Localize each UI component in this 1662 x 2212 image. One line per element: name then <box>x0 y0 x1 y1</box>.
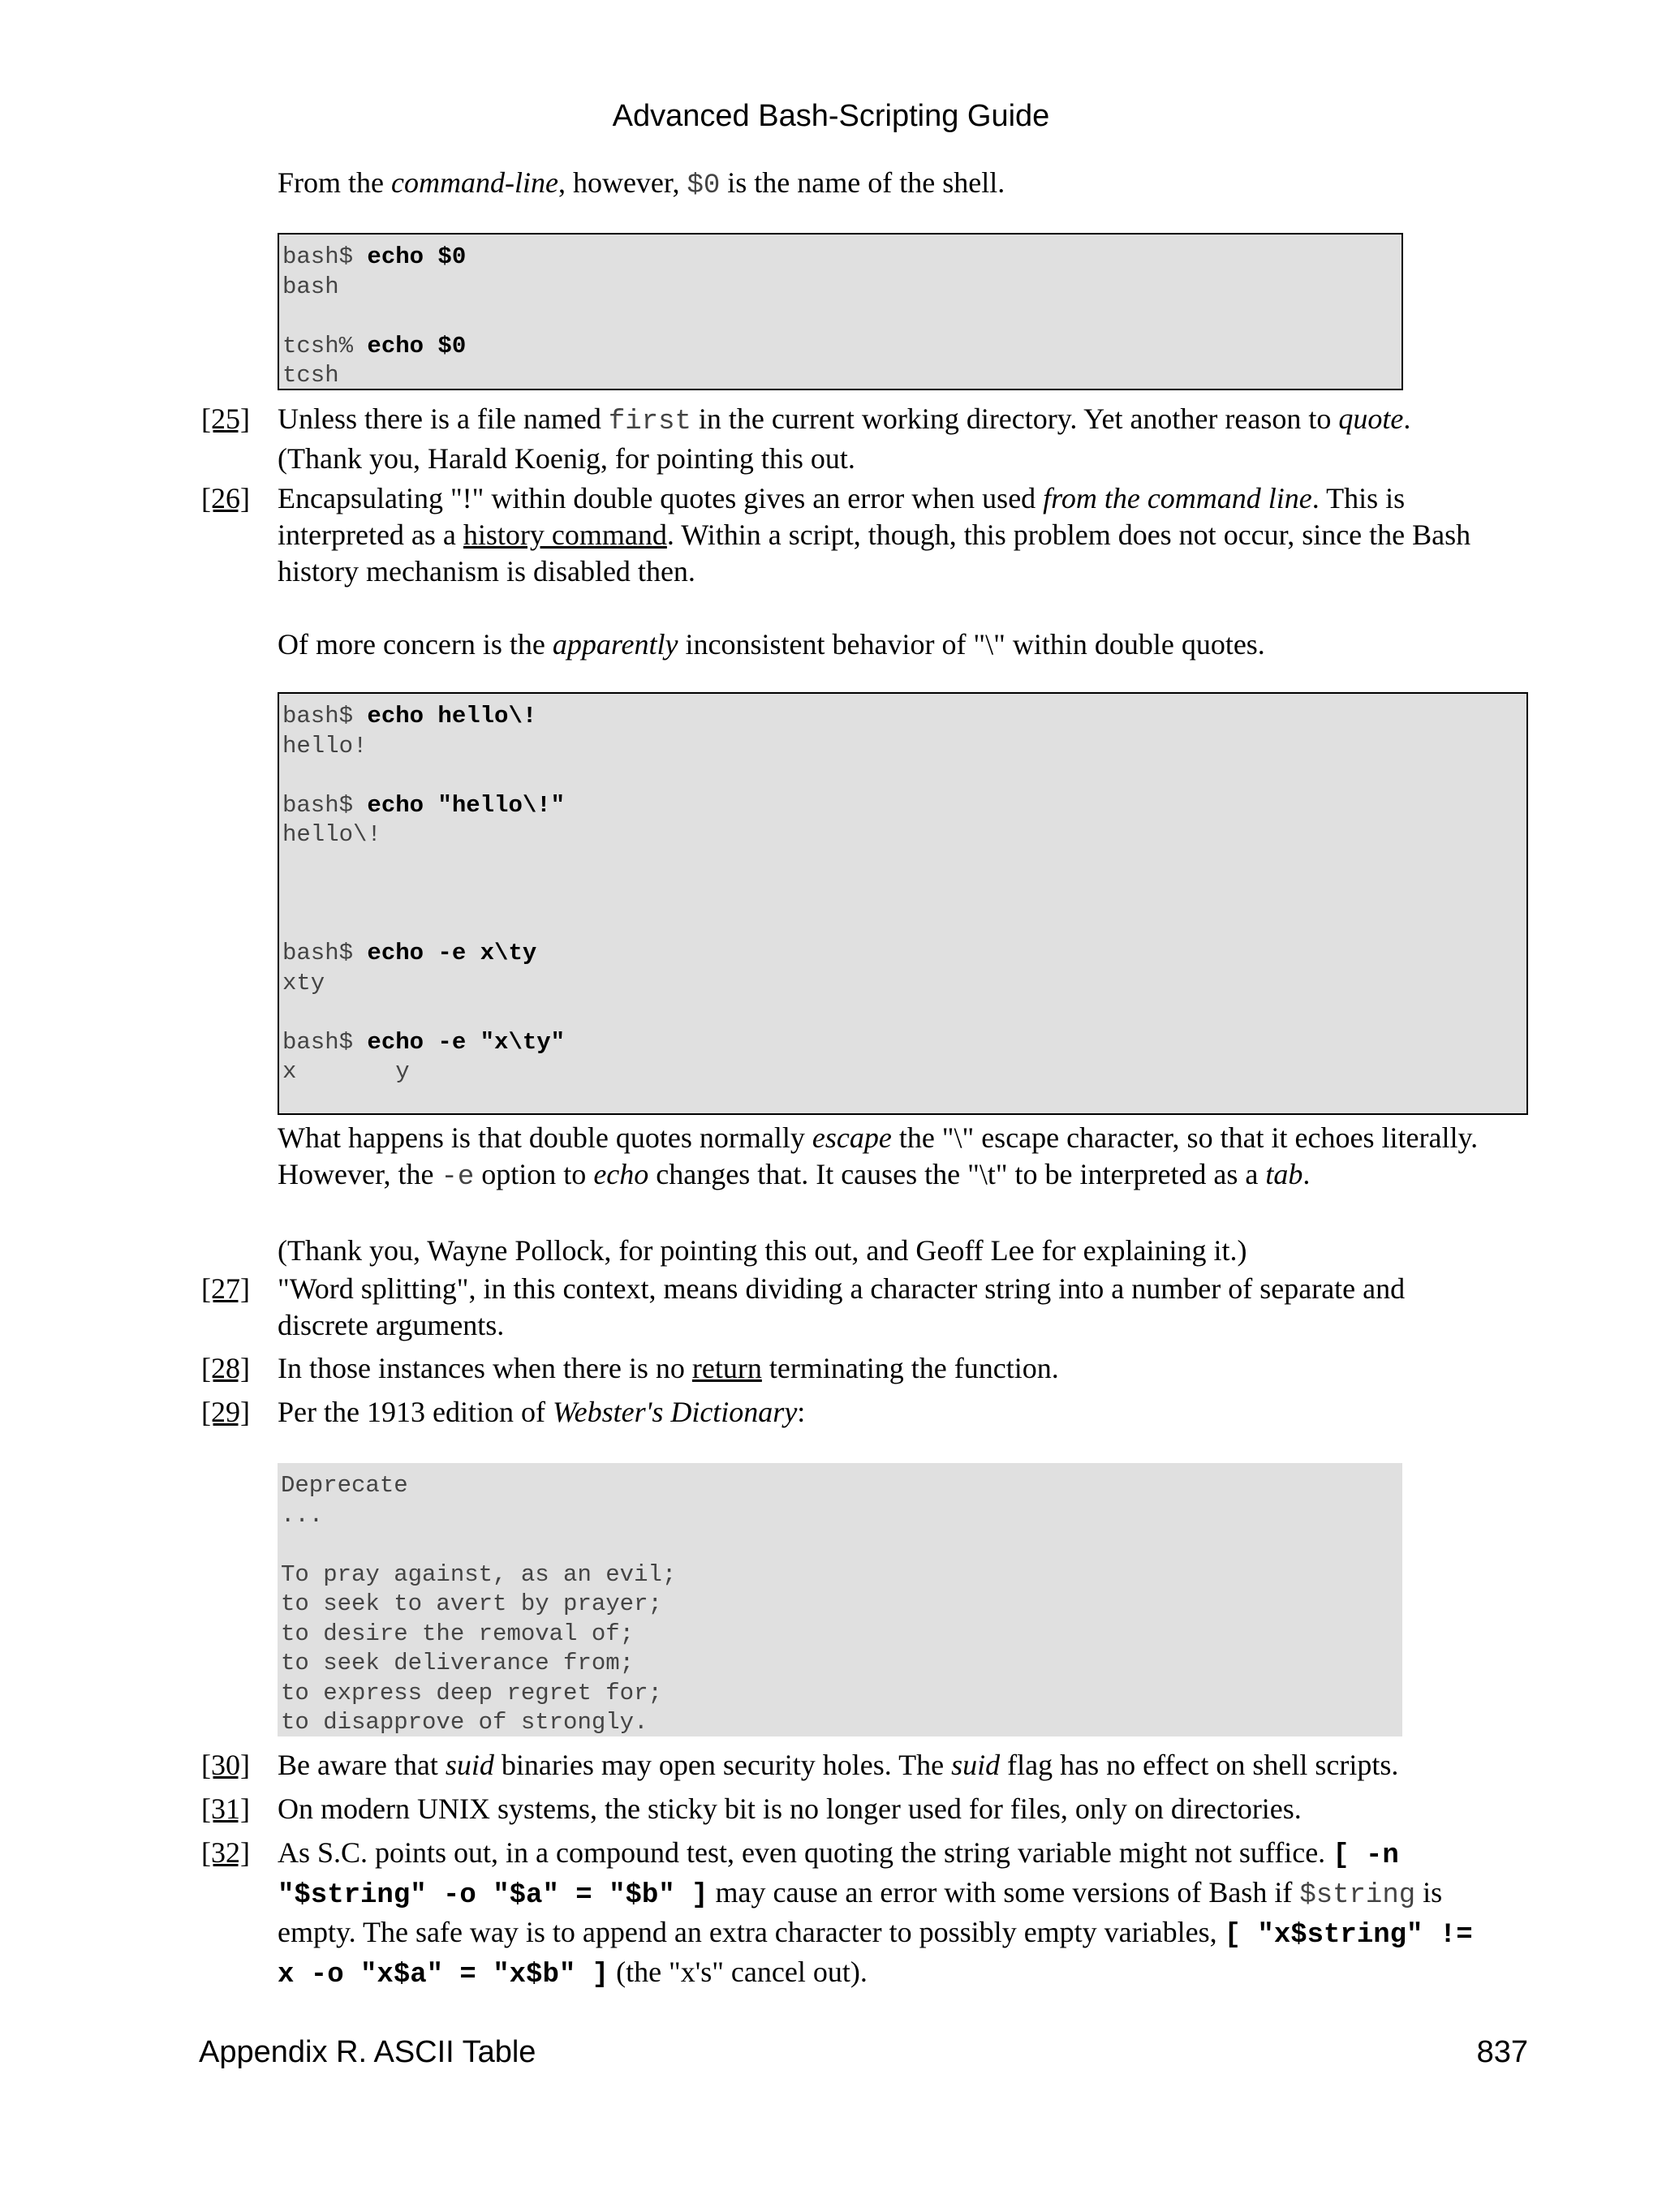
code-block-shell-name <box>278 233 1403 390</box>
fn29-emphasis: Webster's Dictionary <box>552 1396 798 1428</box>
footnote-link-31[interactable]: [31] <box>201 1792 250 1825</box>
fn26-p3-emphasis-2: echo <box>593 1158 649 1190</box>
page-footer <box>199 2035 1528 2070</box>
code-output: xty <box>282 969 325 996</box>
code-block-echo-escapes <box>278 692 1528 1115</box>
fn25-text-2: in the current working directory. Yet another reason to <box>691 402 1339 435</box>
fn32-text-1: As S.C. points out, in a compound test, even quoting the string variable might not suffice. <box>278 1836 1333 1869</box>
code-output: hello! <box>282 732 368 760</box>
return-link[interactable]: return <box>691 1352 762 1384</box>
footnote-27 <box>278 1271 1544 1344</box>
code-output: hello\! <box>282 821 381 848</box>
fn28-text-2: terminating the function. <box>761 1352 1059 1384</box>
page-number: 837 <box>1476 2035 1528 2069</box>
footnote-26 <box>278 480 1544 663</box>
fn26-text-4: . Within a script, though, this problem does not occur, since the Bash <box>666 519 1471 551</box>
fn30-emphasis-2: suid <box>951 1749 1001 1781</box>
fn29-text-1: Per the 1913 edition of <box>278 1396 553 1428</box>
fn26-p3-text-5: changes that. It causes the "\t" to be interpreted as a <box>648 1158 1266 1190</box>
code-prompt: tcsh% <box>282 332 368 359</box>
code-command: echo -e x\ty <box>367 940 537 966</box>
intro-paragraph <box>278 165 1005 204</box>
footnote-31 <box>278 1791 1544 1827</box>
fn32-code-4: [ "x$string" != <box>1224 1920 1473 1951</box>
intro-text-2: , however, <box>558 166 687 199</box>
fn32-code-3: $string <box>1299 1880 1416 1911</box>
intro-text-3: is the name of the shell. <box>720 166 1005 199</box>
fn26-credit: (Thank you, Wayne Pollock, for pointing this out, and Geoff Lee for explaining it.) <box>278 1234 1247 1267</box>
code-prompt: bash$ <box>282 243 368 270</box>
fn26-p3-code: -e <box>441 1162 475 1193</box>
footnote-link-29[interactable]: [29] <box>201 1396 250 1428</box>
fn26-p3-text-4: option to <box>474 1158 594 1190</box>
fn26-p2-text-2: inconsistent behavior of "\" within double quotes. <box>678 628 1265 661</box>
fn32-code-1: [ -n <box>1333 1840 1399 1871</box>
code-command: echo -e "x\ty" <box>367 1028 566 1056</box>
definition-line: to express deep regret for; <box>281 1679 662 1706</box>
fn25-text-1: Unless there is a file named <box>278 402 609 435</box>
fn32-code-5: x -o "x$a" = "x$b" ] <box>278 1960 609 1990</box>
definition-line: Deprecate <box>281 1472 408 1499</box>
code-command: echo hello\! <box>367 703 537 729</box>
definition-line: To pray against, as an evil; <box>281 1560 677 1588</box>
running-header: Advanced Bash-Scripting Guide <box>612 99 1050 133</box>
history-command-link[interactable]: history command <box>463 519 667 551</box>
fn30-text-1: Be aware that <box>278 1749 446 1781</box>
code-command: echo "hello\!" <box>367 791 566 819</box>
fn26-p3-text-3: However, the <box>278 1158 441 1190</box>
definition-line: to seek deliverance from; <box>281 1650 635 1676</box>
fn26-text-5: history mechanism is disabled then. <box>278 555 695 587</box>
fn26-p2-emphasis: apparently <box>552 628 678 661</box>
code-prompt: bash$ <box>282 940 368 966</box>
fn25-text-3: . <box>1403 402 1411 435</box>
code-command: echo $0 <box>367 243 467 270</box>
definition-line: to disapprove of strongly. <box>281 1709 648 1736</box>
code-output: bash <box>282 273 339 300</box>
fn31-text: On modern UNIX systems, the sticky bit is no longer used for files, only on directories. <box>278 1792 1302 1825</box>
code-command: echo $0 <box>367 332 467 359</box>
footer-chapter-title: Appendix R. ASCII Table <box>199 2035 536 2069</box>
footnote-link-28[interactable]: [28] <box>201 1352 250 1384</box>
fn26-p3-emphasis-3: tab <box>1265 1158 1303 1190</box>
fn27-text-1: "Word splitting", in this context, means dividing a character string into a number of separate and <box>278 1272 1406 1305</box>
fn26-p2-text-1: Of more concern is the <box>278 628 553 661</box>
fn30-text-2: binaries may open security holes. The <box>493 1749 952 1781</box>
definition-line: to seek to avert by prayer; <box>281 1590 662 1617</box>
fn32-text-5: (the "x's" cancel out). <box>609 1956 868 1988</box>
intro-code: $0 <box>687 170 721 201</box>
fn26-text-3: interpreted as a <box>278 519 463 551</box>
footnote-28 <box>278 1350 1544 1387</box>
code-prompt: bash$ <box>282 1028 368 1056</box>
footnote-link-32[interactable]: [32] <box>201 1836 250 1869</box>
fn26-text-1: Encapsulating "!" within double quotes gives an error when used <box>278 482 1044 514</box>
footnote-32 <box>278 1835 1544 1994</box>
code-output: tcsh <box>282 362 339 389</box>
code-block-deprecate-definition <box>278 1463 1402 1736</box>
definition-line: to desire the removal of; <box>281 1620 635 1647</box>
fn26-p3-emphasis-1: escape <box>812 1121 892 1154</box>
footnote-link-30[interactable]: [30] <box>201 1749 250 1781</box>
fn25-code: first <box>608 407 691 437</box>
footnote-link-27[interactable]: [27] <box>201 1272 250 1305</box>
code-prompt: bash$ <box>282 791 368 819</box>
code-output: x y <box>282 1058 410 1085</box>
fn26-emphasis: from the command line <box>1043 482 1312 514</box>
fn32-code-2: "$string" -o "$a" = "$b" ] <box>278 1880 708 1911</box>
fn32-text-3: is <box>1415 1876 1443 1909</box>
fn27-text-2: discrete arguments. <box>278 1309 505 1341</box>
footnote-30 <box>278 1747 1544 1784</box>
code-prompt: bash$ <box>282 703 368 729</box>
fn26-p3-text-2: the "\" escape character, so that it echoes literally. <box>891 1121 1479 1154</box>
fn26-p3-text-6: . <box>1302 1158 1311 1190</box>
fn26-p3-text-1: What happens is that double quotes normally <box>278 1121 812 1154</box>
fn32-text-2: may cause an error with some versions of Bash if <box>708 1876 1300 1909</box>
fn30-emphasis-1: suid <box>445 1749 494 1781</box>
fn28-text-1: In those instances when there is no <box>278 1352 692 1384</box>
fn29-text-2: : <box>797 1396 806 1428</box>
footnote-link-26[interactable]: [26] <box>201 482 250 514</box>
fn25-credit: (Thank you, Harald Koenig, for pointing this out. <box>278 442 855 475</box>
footnote-26-continued <box>278 1120 1544 1269</box>
footnote-link-25[interactable]: [25] <box>201 402 250 435</box>
intro-emphasis: command-line <box>391 166 558 199</box>
fn26-text-2: . This is <box>1311 482 1406 514</box>
footnote-29 <box>278 1394 1544 1431</box>
footnote-25 <box>278 401 1544 477</box>
intro-text-1: From the <box>278 166 391 199</box>
definition-line: ... <box>281 1501 324 1529</box>
fn25-emphasis: quote <box>1338 402 1404 435</box>
fn32-text-4: empty. The safe way is to append an extra character to possibly empty variables, <box>278 1916 1225 1948</box>
fn30-text-3: flag has no effect on shell scripts. <box>1000 1749 1399 1781</box>
